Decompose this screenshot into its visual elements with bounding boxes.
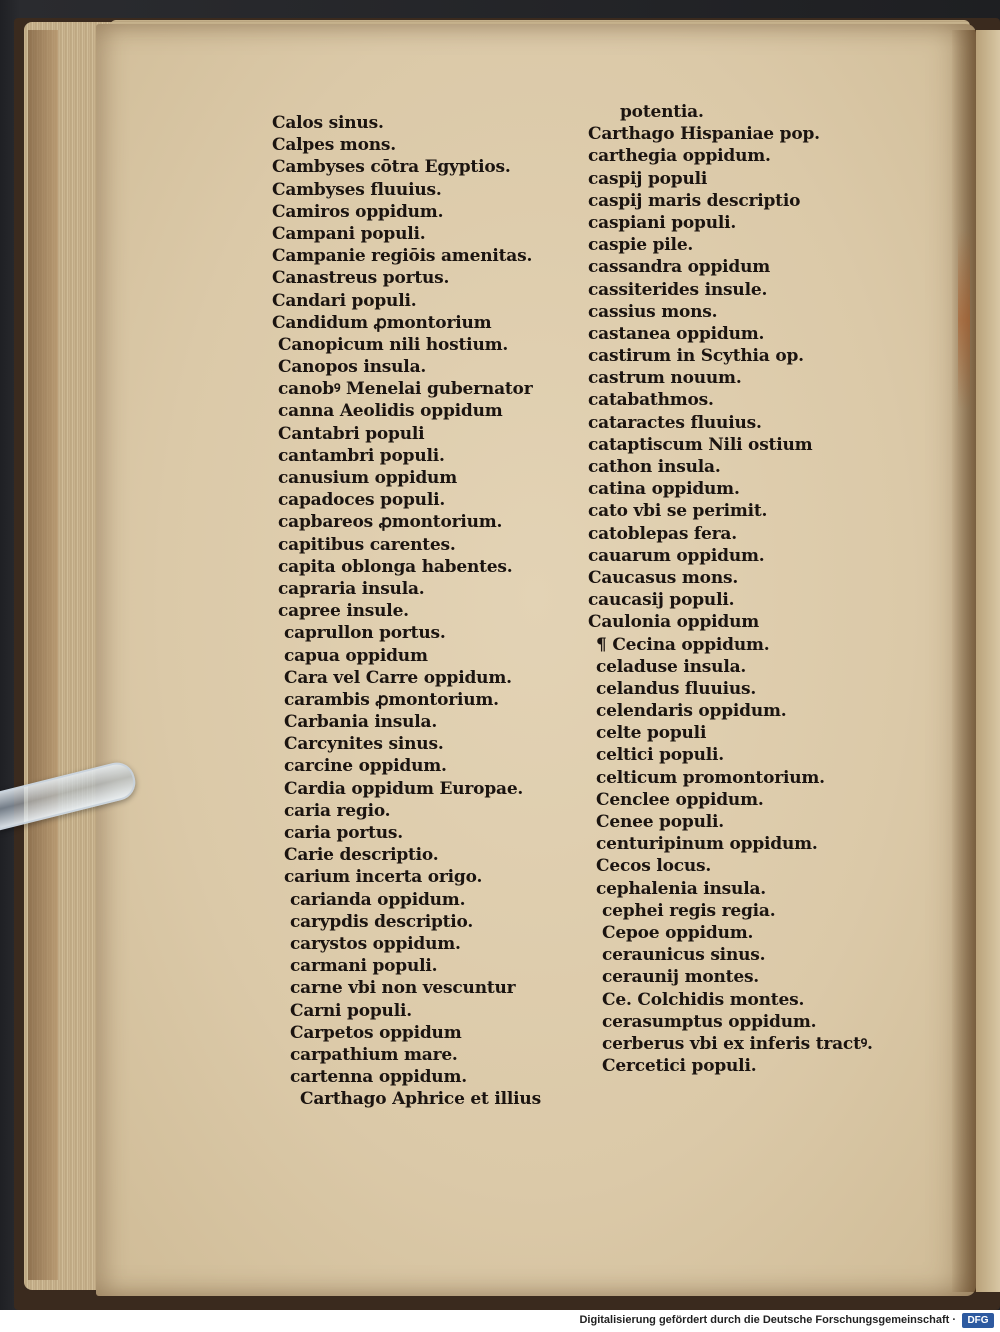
index-entry: caspiani populi. <box>588 212 737 233</box>
index-entry: capua oppidum <box>284 645 428 666</box>
index-entry: Cenee populi. <box>596 812 724 832</box>
index-entry: Cantabri populi <box>278 423 425 444</box>
page-stain <box>958 230 970 410</box>
footer-bar <box>0 1310 1000 1332</box>
index-entry: caria portus. <box>284 823 403 843</box>
index-entry: canusium oppidum <box>278 468 457 488</box>
index-entry: centuripinum oppidum. <box>596 834 818 855</box>
index-entry: capita oblonga habentes. <box>278 556 513 577</box>
index-entry: Ce. Colchidis montes. <box>602 989 805 1010</box>
index-entry: Canastreus portus. <box>272 268 450 289</box>
index-entry: castirum in Scythia op. <box>588 346 804 367</box>
index-entry: catina oppidum. <box>588 479 740 500</box>
index-entry: Camiros oppidum. <box>272 201 444 222</box>
index-entry: capitibus carentes. <box>278 534 456 555</box>
index-entry: cerasumptus oppidum. <box>602 1011 817 1032</box>
index-entry: Candidum ꝓmontorium <box>272 312 492 333</box>
index-entry: carianda oppidum. <box>290 889 466 910</box>
index-entry: celendaris oppidum. <box>596 701 787 722</box>
index-entry: Cardia oppidum Europae. <box>284 778 524 799</box>
index-entry: Cenclee oppidum. <box>596 789 764 810</box>
index-entry: celte populi <box>596 723 707 744</box>
index-entry: Caucasus mons. <box>588 567 739 588</box>
index-entry: ceraunij montes. <box>602 967 760 988</box>
index-entry: capree insule. <box>278 601 409 622</box>
index-entry: celticum promontorium. <box>596 767 825 788</box>
index-entry: castrum nouum. <box>588 368 742 389</box>
index-entry: carium incerta origo. <box>284 867 483 888</box>
index-entry: ¶ Cecina oppidum. <box>596 634 770 655</box>
index-entry: carpathium mare. <box>290 1044 458 1065</box>
index-entry: caspie pile. <box>588 235 694 256</box>
index-entry: carthegia oppidum. <box>588 146 771 167</box>
index-entry: caucasij populi. <box>588 590 735 611</box>
index-entry: castanea oppidum. <box>588 323 765 344</box>
index-entry: Caulonia oppidum <box>588 612 760 633</box>
index-entry: carypdis descriptio. <box>290 911 474 932</box>
index-entry: cephei regis regia. <box>602 900 776 921</box>
index-entry: Carthago Aphrice et illius <box>300 1089 541 1110</box>
index-entry: catoblepas fera. <box>588 523 737 544</box>
index-entry: Carthago Hispaniae pop. <box>588 124 820 145</box>
index-column-right <box>588 101 873 1077</box>
index-entry: Candari populi. <box>272 290 417 311</box>
index-entry: cerberus vbi ex inferis tractꝰ. <box>602 1033 873 1054</box>
index-entry: Cecos locus. <box>596 856 712 877</box>
index-entry: canna Aeolidis oppidum <box>278 401 503 422</box>
index-entry: caprullon portus. <box>284 623 446 644</box>
index-entry: cathon insula. <box>588 457 721 477</box>
index-entry: caspij populi <box>588 168 708 189</box>
index-entry: Cepoe oppidum. <box>602 922 754 943</box>
index-entry: cataptiscum Nili ostium <box>588 434 813 455</box>
index-entry: cato vbi se perimit. <box>588 501 768 522</box>
index-entry: potentia. <box>620 102 704 122</box>
index-entry: carcine oppidum. <box>284 756 447 777</box>
index-entry: capadoces populi. <box>278 490 446 511</box>
index-entry: cephalenia insula. <box>596 878 766 899</box>
index-entry: cassiterides insule. <box>588 279 768 300</box>
index-entry: Cara vel Carre oppidum. <box>284 667 512 688</box>
index-entry: Cambyses fluuius. <box>272 179 442 200</box>
index-entry: caria regio. <box>284 800 391 821</box>
index-entry: canobꝰ Menelai gubernator <box>278 379 533 400</box>
index-entry: Carcynites sinus. <box>284 734 444 755</box>
footer-credit: Digitalisierung gefördert durch die Deutsche Forschungsgemeinschaft · <box>579 1314 956 1326</box>
index-entry: cauarum oppidum. <box>588 545 765 566</box>
facing-page-edge <box>976 30 1000 1292</box>
dfg-logo: DFG <box>962 1313 994 1328</box>
index-entry: cantambri populi. <box>278 445 445 466</box>
index-entry: celtici populi. <box>596 745 724 766</box>
index-entry: Campanie regiōis amenitas. <box>272 246 533 267</box>
book-gutter <box>952 30 976 1292</box>
index-entry: Cercetici populi. <box>602 1056 757 1077</box>
edge-shadow <box>28 30 58 1280</box>
index-entry: cataractes fluuius. <box>588 412 762 433</box>
index-column-left <box>272 112 541 1110</box>
index-entry: caspij maris descriptio <box>588 190 801 211</box>
index-entry: Campani populi. <box>272 223 426 244</box>
index-entry: capbareos ꝓmontorium. <box>278 512 503 533</box>
index-entry: Carpetos oppidum <box>290 1022 462 1043</box>
index-entry: celandus fluuius. <box>596 678 757 699</box>
index-entry: Canopos insula. <box>278 357 427 378</box>
index-entry: cassius mons. <box>588 301 718 322</box>
index-entry: carmani populi. <box>290 956 438 977</box>
index-entry: carystos oppidum. <box>290 933 461 954</box>
index-entry: Carie descriptio. <box>284 845 439 866</box>
index-entry: Cambyses cōtra Egyptios. <box>272 157 511 178</box>
index-entry: carambis ꝓmontorium. <box>284 689 499 710</box>
index-entry: Canopicum nili hostium. <box>278 334 509 355</box>
index-entry: celaduse insula. <box>596 656 747 677</box>
index-entry: cartenna oppidum. <box>290 1067 467 1088</box>
index-entry: ceraunicus sinus. <box>602 945 766 966</box>
index-entry: Calpes mons. <box>272 135 396 156</box>
index-entry: catabathmos. <box>588 390 714 411</box>
index-entry: Carbania insula. <box>284 712 438 733</box>
index-entry: carne vbi non vescuntur <box>290 978 516 999</box>
index-entry: Carni populi. <box>290 1000 412 1021</box>
index-entry: Calos sinus. <box>272 113 384 133</box>
index-entry: cassandra oppidum <box>588 257 771 278</box>
index-entry: capraria insula. <box>278 578 425 599</box>
